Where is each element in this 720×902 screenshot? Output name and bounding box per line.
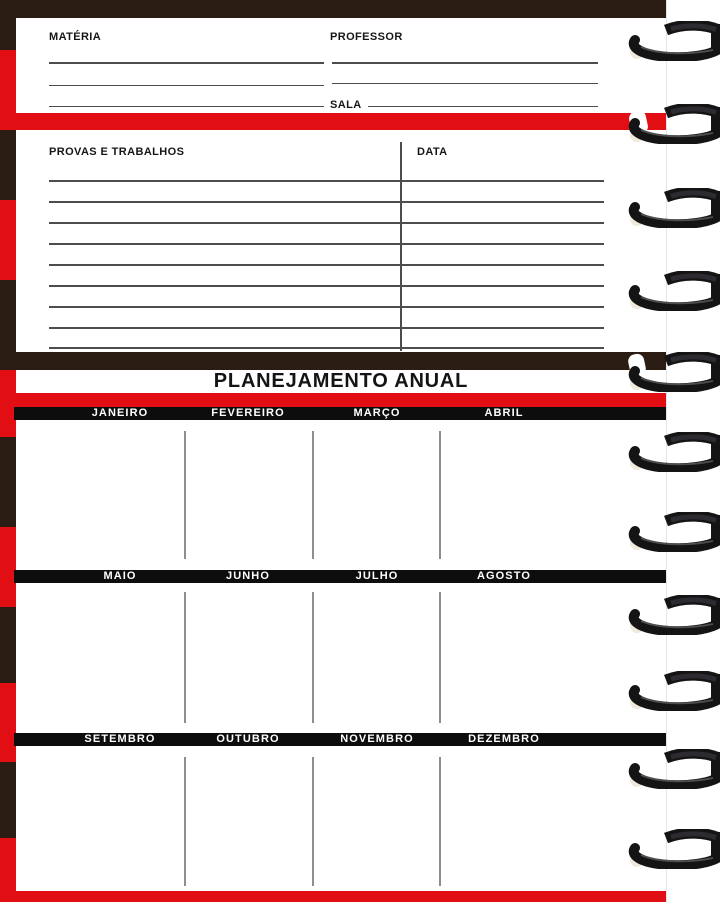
binder-ring-icon — [627, 432, 720, 472]
provas-row-line — [49, 347, 604, 349]
provas-row-line — [49, 180, 604, 182]
provas-table-divider — [400, 142, 402, 351]
month-label-dezembro: DEZEMBRO — [468, 733, 540, 745]
month-label-fevereiro: FEVEREIRO — [211, 407, 285, 419]
month-cell-divider — [184, 431, 186, 559]
top-bar — [0, 0, 666, 18]
professor-label: PROFESSOR — [330, 31, 403, 43]
provas-row-line — [49, 243, 604, 245]
section-bar — [0, 352, 666, 370]
provas-row-line — [49, 264, 604, 266]
provas-row-line — [49, 285, 604, 287]
red-divider-bar — [0, 113, 666, 130]
binder-ring-icon — [627, 749, 720, 789]
month-label-agosto: AGOSTO — [476, 570, 532, 582]
month-label-setembro: SETEMBRO — [84, 733, 156, 745]
month-label-abril: ABRIL — [484, 407, 524, 419]
binder-ring-icon — [627, 104, 720, 144]
data-column-label: DATA — [417, 146, 448, 158]
bottom-red-bar — [0, 891, 666, 902]
month-cell-divider — [312, 592, 314, 723]
binder-ring-icon — [627, 271, 720, 311]
sala-write-line — [368, 106, 598, 108]
provas-title: PROVAS E TRABALHOS — [49, 146, 185, 158]
month-label-julho: JULHO — [355, 570, 399, 582]
month-label-maio: MAIO — [103, 570, 137, 582]
binder-ring-icon — [627, 595, 720, 635]
binder-ring-icon — [627, 512, 720, 552]
professor-write-line — [332, 62, 598, 64]
binder-ring-icon — [627, 352, 720, 392]
provas-row-line — [49, 201, 604, 203]
materia-write-line — [49, 106, 324, 108]
month-label-outubro: OUTUBRO — [216, 733, 280, 745]
red-accent-stripe — [0, 393, 666, 407]
month-cell-divider — [439, 592, 441, 723]
materia-write-line — [49, 62, 324, 64]
spine-stripes — [0, 0, 16, 902]
month-label-janeiro: JANEIRO — [91, 407, 149, 419]
month-cell-divider — [312, 757, 314, 886]
binder-ring-icon — [627, 21, 720, 61]
materia-label: MATÉRIA — [49, 31, 102, 43]
provas-row-line — [49, 306, 604, 308]
professor-write-line — [332, 83, 598, 85]
month-cell-divider — [439, 757, 441, 886]
provas-row-line — [49, 222, 604, 224]
planner-title: PLANEJAMENTO ANUAL — [213, 370, 469, 392]
binder-ring-icon — [627, 671, 720, 711]
binder-ring-icon — [627, 829, 720, 869]
binder-ring-icon — [627, 188, 720, 228]
month-label-marco: MARÇO — [353, 407, 401, 419]
month-label-junho: JUNHO — [225, 570, 270, 582]
provas-row-line — [49, 327, 604, 329]
month-label-novembro: NOVEMBRO — [340, 733, 414, 745]
month-cell-divider — [184, 592, 186, 723]
materia-write-line — [49, 85, 324, 87]
month-cell-divider — [439, 431, 441, 559]
month-cell-divider — [184, 757, 186, 886]
sala-label: SALA — [330, 99, 362, 111]
month-cell-divider — [312, 431, 314, 559]
